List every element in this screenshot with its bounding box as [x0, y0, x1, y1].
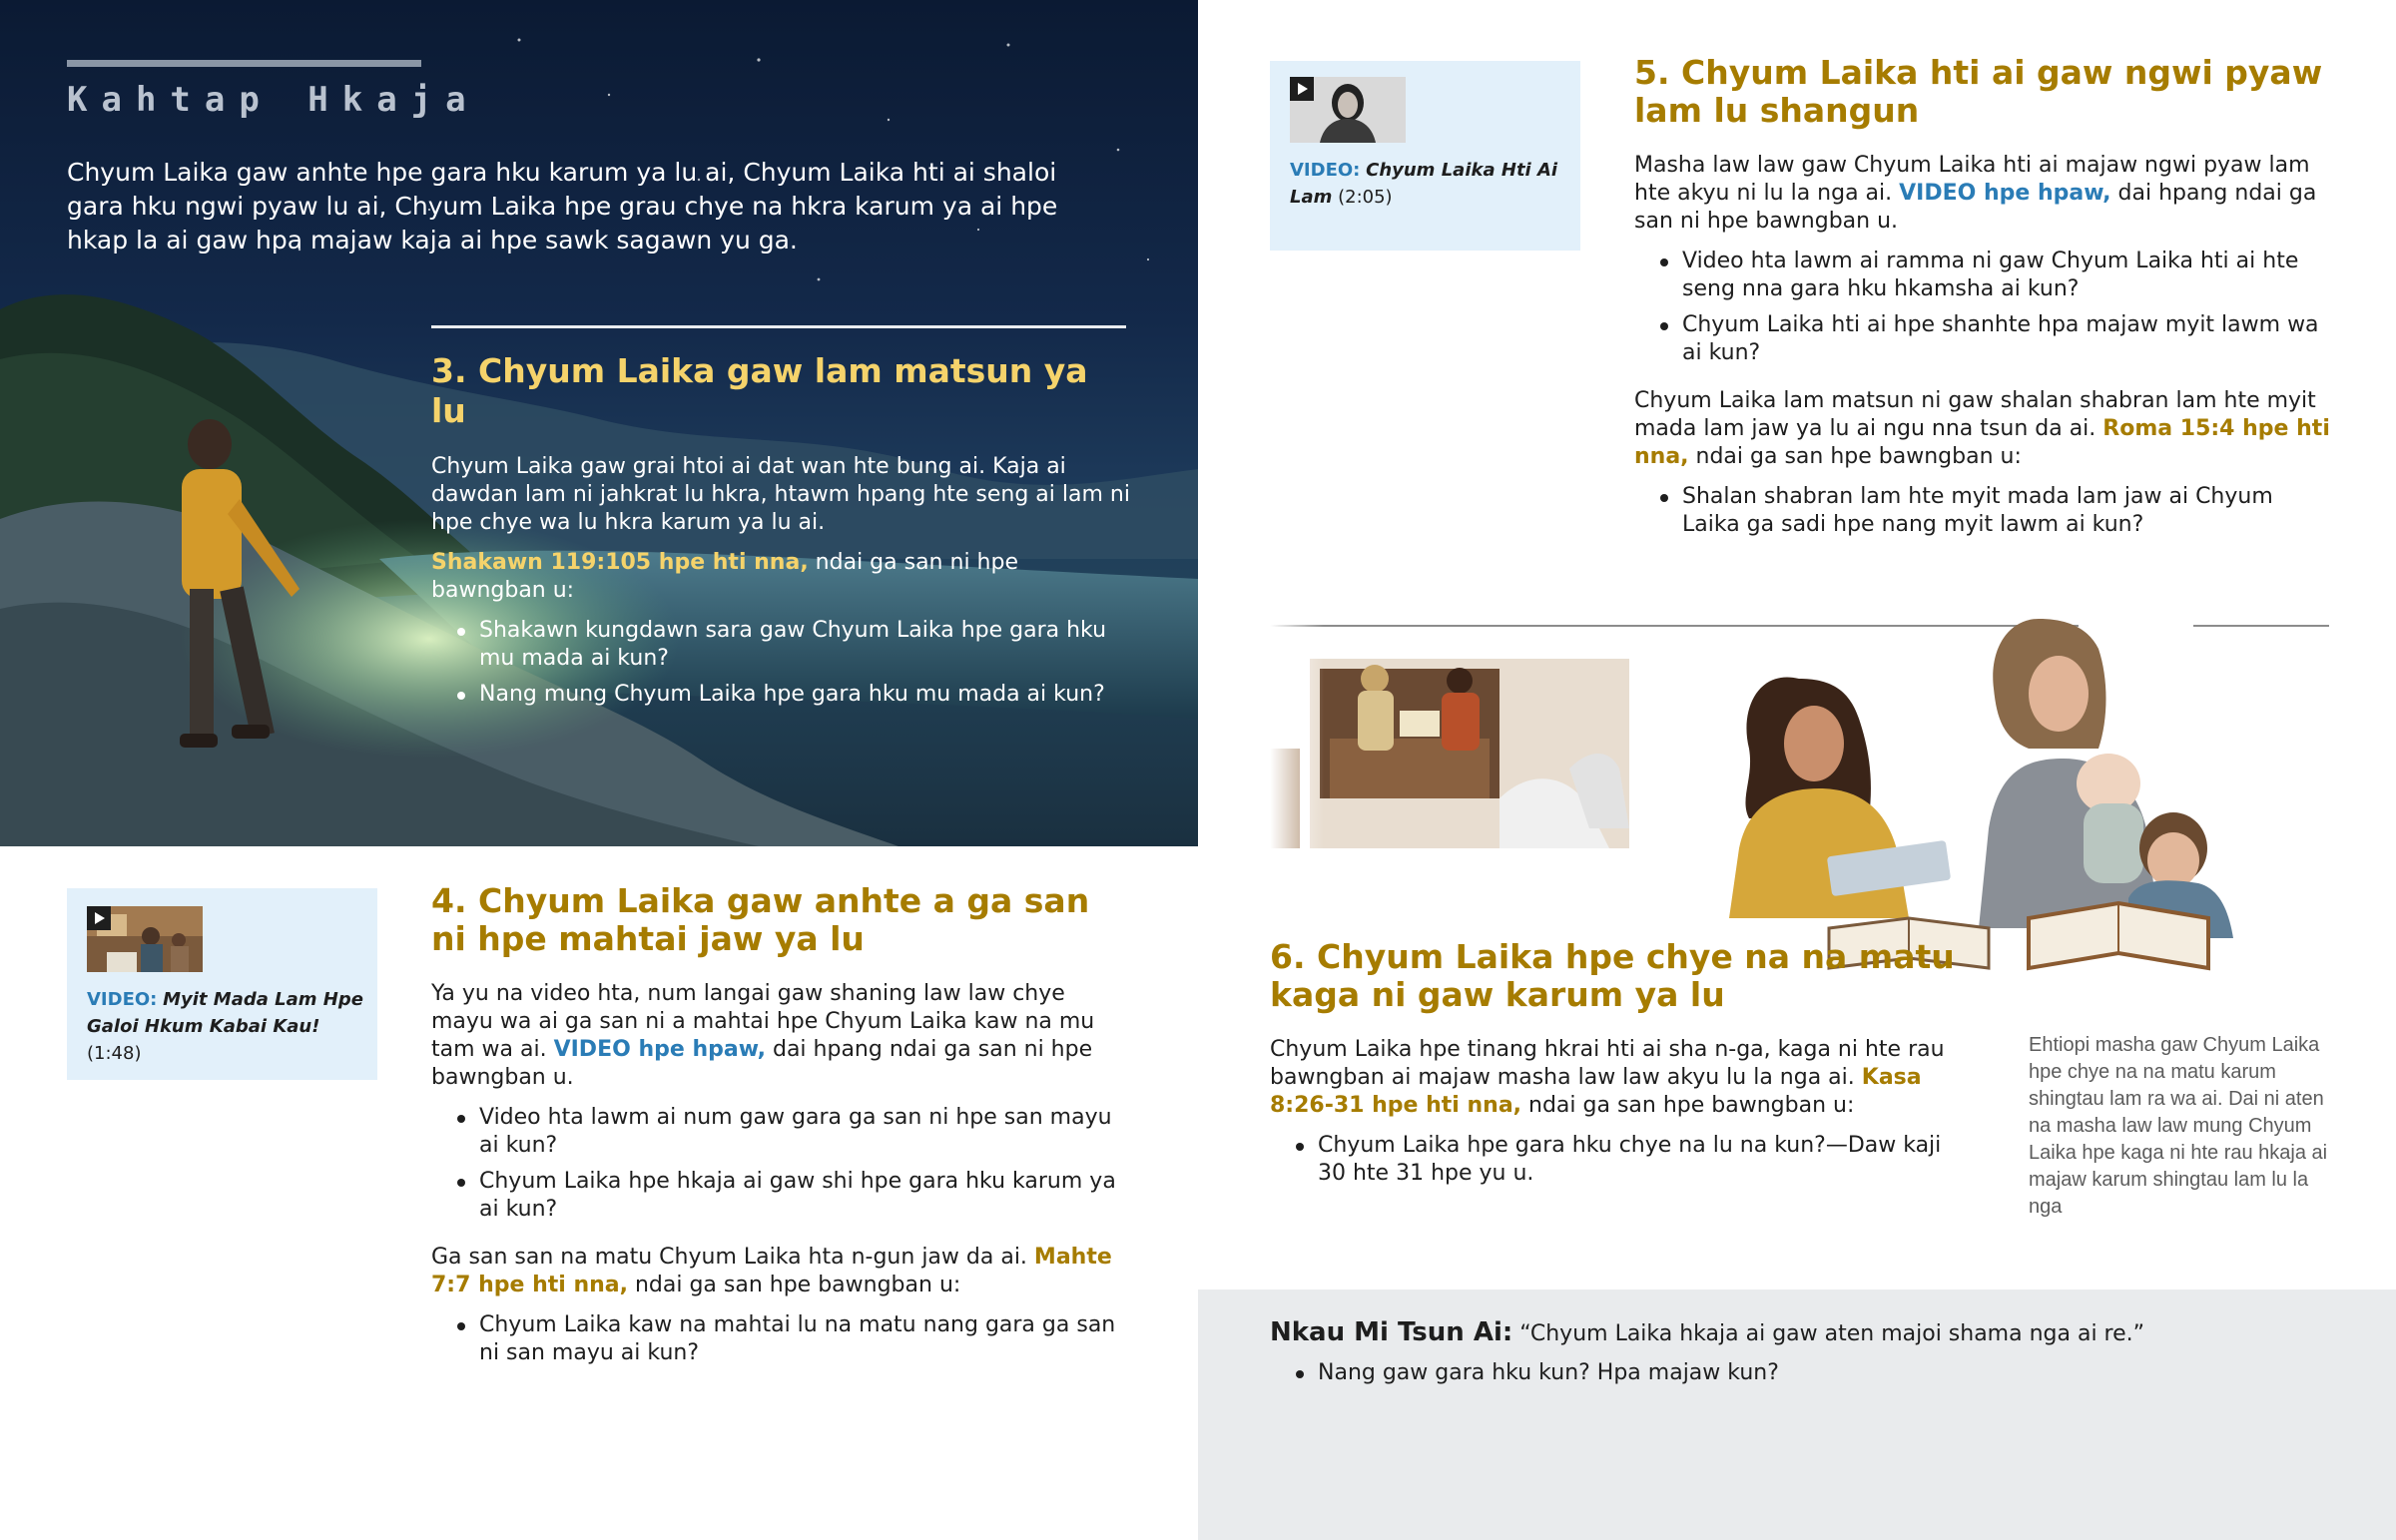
- footer-panel: [1198, 1289, 2396, 1540]
- video-title: Chyum Laika Hti Ai Lam: [1290, 160, 1558, 208]
- video-box-4[interactable]: [67, 888, 377, 1080]
- scripture-ref-acts[interactable]: Kasa 8:26-31 hpe hti nna,: [1270, 1065, 1922, 1118]
- list-item: Chyum Laika kaw na mahtai lu na matu nang gara ga san ni san mayu ai kun?: [431, 1311, 1130, 1367]
- chariot-scene: [1270, 599, 1629, 858]
- list-item: Nang gaw gara hku kun? Hpa majaw kun?: [1270, 1359, 2396, 1387]
- open-video-link[interactable]: VIDEO hpe hpaw,: [553, 1037, 766, 1062]
- play-icon[interactable]: [87, 906, 111, 930]
- video-duration: (1:48): [87, 1043, 142, 1064]
- list-item: Chyum Laika hpe gara hku chye na lu na kun?—Daw kaji 30 hte 31 hpe yu u.: [1270, 1132, 1969, 1188]
- section-5-paragraph: Masha law law gaw Chyum Laika hti ai majaw ngwi pyaw lam hte akyu ni lu la nga ai. VIDEO hpe hpaw, dai hpang ndai ga san ni hpe bawngban u.: [1634, 153, 2317, 234]
- section-5-questions-2: [1634, 483, 2333, 539]
- play-icon[interactable]: [1290, 77, 1314, 101]
- section-6-paragraph: Chyum Laika hpe tinang hkrai hti ai sha n-ga, kaga ni hte rau bawngban ai majaw masha law law akyu lu la nga ai. Kasa 8:26-31 hpe hti nna, ndai ga san hpe bawngban u:: [1270, 1037, 1945, 1118]
- open-video-link[interactable]: VIDEO hpe hpaw,: [1899, 181, 2111, 206]
- section-6-heading: 6. Chyum Laika hpe chye na na matu kaga ni gaw karum ya lu: [1270, 937, 1955, 1014]
- video-duration: (2:05): [1332, 187, 1393, 208]
- list-item: Shakawn kungdawn sara gaw Chyum Laika hpe gara hku mu mada ai kun?: [431, 617, 1130, 673]
- video-box-5[interactable]: [1270, 61, 1580, 251]
- video-caption[interactable]: VIDEO: Chyum Laika Hti Ai Lam (2:05): [1290, 160, 1558, 208]
- section-6-questions: [1270, 1132, 1969, 1188]
- section-5: [1634, 54, 2333, 547]
- woman-with-tablet: [1729, 677, 1951, 918]
- hero-rule: [67, 60, 421, 67]
- section-3: [431, 351, 1130, 717]
- section-3-questions: [431, 617, 1130, 709]
- night-hero-panel: [0, 0, 1198, 846]
- scripture-ref-matthew[interactable]: Mahte 7:7 hpe hti nna,: [431, 1245, 1112, 1297]
- page-title: Kahtap Hkaja: [67, 80, 480, 120]
- section-3-heading: 3. Chyum Laika gaw lam matsun ya lu: [431, 351, 1088, 430]
- footer-quote-line: [1270, 1317, 2396, 1349]
- section-divider: [431, 325, 1126, 328]
- list-item: Nang mung Chyum Laika hpe gara hku mu mada ai kun?: [431, 681, 1130, 709]
- list-item: Chyum Laika hti ai hpe shanhte hpa majaw myit lawm wa ai kun?: [1634, 311, 2333, 367]
- section-5-paragraph-2: Chyum Laika lam matsun ni gaw shalan shabran lam hte myit mada lam jaw ya lu ai ngu nna tsun da ai. Roma 15:4 hpe hti nna, ndai ga san hpe bawngban u:: [1634, 388, 2330, 469]
- mother-with-children: [1979, 619, 2233, 938]
- section-4: [431, 882, 1130, 1375]
- intro-paragraph: Chyum Laika gaw anhte hpe gara hku karum ya lu ai, Chyum Laika hti ai shaloi gara hku ngwi pyaw lu ai, Chyum Laika hpe grau chye na hkra karum ya ai hpe hkap la ai gaw hpa majaw kaja ai hpe sawk sagawn yu ga.: [67, 158, 1058, 255]
- video-title: Myit Mada Lam Hpe Galoi Hkum Kabai Kau!: [87, 989, 363, 1037]
- section-4-questions: [431, 1104, 1130, 1224]
- list-item: Video hta lawm ai num gaw gara ga san ni hpe san mayu ai kun?: [431, 1104, 1130, 1160]
- section-4-paragraph-2: Ga san san na matu Chyum Laika hta n-gun jaw da ai. Mahte 7:7 hpe hti nna, ndai ga san hpe bawngban u:: [431, 1245, 1112, 1297]
- section-3-paragraph: Chyum Laika gaw grai htoi ai dat wan hte bung ai. Kaja ai dawdan lam ni jahkrat lu hkra, htawm hpang hte seng ai lam ni hpe chye wa lu hkra karum ya lu ai.: [431, 454, 1130, 535]
- video-thumbnail[interactable]: [87, 906, 203, 972]
- section-4-paragraph: Ya yu na video hta, num langai gaw shaning law law chye mayu wa ai ga san ni a mahtai hpe Chyum Laika kaw na mu tam wa ai. VIDEO hpe hpaw, dai hpang ndai ga san ni hpe bawngban u.: [431, 981, 1095, 1090]
- video-caption[interactable]: VIDEO: Myit Mada Lam Hpe Galoi Hkum Kabai Kau! (1:48): [87, 989, 363, 1064]
- list-item: Video hta lawm ai ramma ni gaw Chyum Laika hti ai hte seng nna gara hku hkamsha ai kun?: [1634, 248, 2333, 303]
- scripture-ref-psalm[interactable]: Shakawn 119:105 hpe hti nna,: [431, 550, 809, 575]
- illustration-caption: Ehtiopi masha gaw Chyum Laika hpe chye na na matu karum shingtau lam ra wa ai. Dai ni aten na masha law law mung Chyum Laika hpe kaga ni hte rau hkaja ai majaw karum shingtau lam lu la nga: [2029, 1034, 2328, 1218]
- list-item: Shalan shabran lam hte myit mada lam jaw ai Chyum Laika ga sadi hpe nang myit lawm ai kun?: [1634, 483, 2333, 539]
- section-6: [1270, 938, 1969, 1196]
- section-4-heading: 4. Chyum Laika gaw anhte a ga san ni hpe mahtai jaw ya lu: [431, 881, 1090, 958]
- footer-questions: [1270, 1359, 2396, 1387]
- list-item: Chyum Laika hpe hkaja ai gaw shi hpe gara hku karum ya ai kun?: [431, 1168, 1130, 1224]
- section-5-questions: [1634, 248, 2333, 367]
- section-3-ref-line: Shakawn 119:105 hpe hti nna, ndai ga san ni hpe bawngban u:: [431, 550, 1018, 603]
- section-4-questions-2: [431, 1311, 1130, 1367]
- video-thumbnail[interactable]: [1290, 77, 1406, 143]
- footer-quote: “Chyum Laika hkaja ai gaw aten majoi shama nga ai re.”: [1512, 1321, 2145, 1346]
- section-5-heading: 5. Chyum Laika hti ai gaw ngwi pyaw lam lu shangun: [1634, 53, 2323, 130]
- scripture-ref-romans[interactable]: Roma 15:4 hpe hti nna,: [1634, 416, 2330, 469]
- footer-heading: Nkau Mi Tsun Ai:: [1270, 1317, 1513, 1347]
